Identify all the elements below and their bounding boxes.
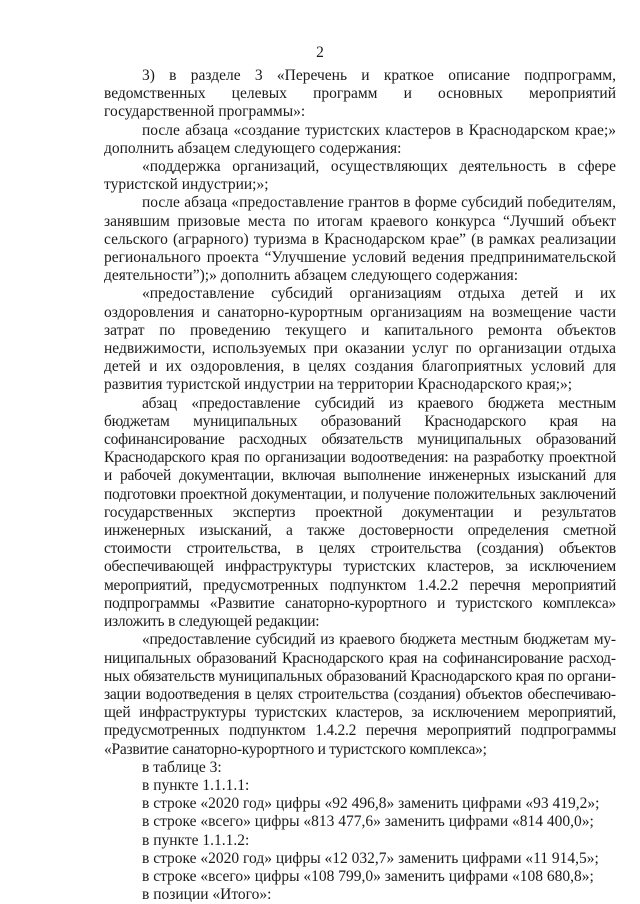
paragraph-subsidies-sewerage-old: абзац «предоставление субсидий из краевого бюджета местным бюджетам муниципальных образований Краснодарского края на софинансирование расходных обязательств муниципальных образований Краснодарского края по организации водоотведения: на разработку проектной и рабочей документации, включая выполнение инженерных изысканий для подготовки проектной документации, и получение положительных заключений государственных экспертиз проектной документации и результатов инженерных изысканий, а также достоверности определения сметной стоимости строительства, в целях строительства (создания) объектов обеспечивающей инфраструктуры туристских кластеров, за исключением мероприятий, предусмотренных подпунктом 1.4.2.2 перечня мероприятий подпрограммы «Развитие санаторно-курортного и туристского комплекса» изложить в следующей редакции:	[104, 394, 616, 631]
paragraph-row-total-a: в строке «всего» цифры «813 477,6» заменить цифрами «814 400,0»;	[142, 813, 594, 831]
paragraph-after-grants: после абзаца «предоставление грантов в форме субсидий победителям, занявшим призовые места по итогам краевого конкурса “Лучший объект сельского (аграрного) туризма в Краснодарском крае” (в рамках реализации регионального проекта “Улучшение условий ведения предпринимательской деятельности”);» дополнить абзацем следующего содержания:	[104, 194, 616, 285]
paragraph-section-3-intro: 3) в разделе 3 «Перечень и краткое описание подпрограмм, ведомственных целевых программ и основных мероприятий государственной программы»:	[104, 67, 616, 121]
page-number: 2	[316, 44, 324, 61]
paragraph-row-2020-b: в строке «2020 год» цифры «12 032,7» заменить цифрами «11 914,5»;	[142, 849, 599, 867]
paragraph-subsidies-children-recreation: «предоставление субсидий организациям отдыха детей и их оздоровления и санаторно-курортным организациям на возмещение части затрат по проведению текущего и капитального ремонта объектов недвижимости, используемых при оказании услуг по организации отдыха детей и их оздоровления, в целях создания благоприятных условий для развития туристской индустрии на территории Краснодарского края;»;	[104, 285, 616, 394]
paragraph-row-total-b: в строке «всего» цифры «108 799,0» заменить цифрами «108 680,8»;	[142, 867, 594, 885]
paragraph-row-2020-a: в строке «2020 год» цифры «92 496,8» заменить цифрами «93 419,2»;	[142, 795, 600, 813]
document-body	[104, 67, 616, 904]
paragraph-after-clusters: после абзаца «создание туристских кластеров в Краснодарском крае;» дополнить абзацем следующего содержания:	[104, 121, 616, 157]
paragraph-item-1-1-1-1: в пункте 1.1.1.1:	[142, 776, 250, 794]
paragraph-subsidies-sewerage-new: «предоставление субсидий из краевого бюджета местным бюджетам муниципальных образований Краснодарского края на софинансирование расходных обязательств муниципальных образований Краснодарского края по организации водоотведения в целях строительства (создания) объектов обеспечивающей инфраструктуры туристских кластеров, за исключением мероприятий, предусмотренных подпунктом 1.4.2.2 перечня мероприятий подпрограммы «Развитие санаторно-курортного и туристского комплекса»;	[104, 631, 616, 758]
paragraph-table-3: в таблице 3:	[142, 758, 222, 776]
paragraph-support-organizations: «поддержка организаций, осуществляющих деятельность в сфере туристской индустрии;»;	[104, 158, 616, 194]
paragraph-item-1-1-1-2: в пункте 1.1.1.2:	[142, 831, 250, 849]
paragraph-position-total: в позиции «Итого»:	[142, 886, 272, 904]
